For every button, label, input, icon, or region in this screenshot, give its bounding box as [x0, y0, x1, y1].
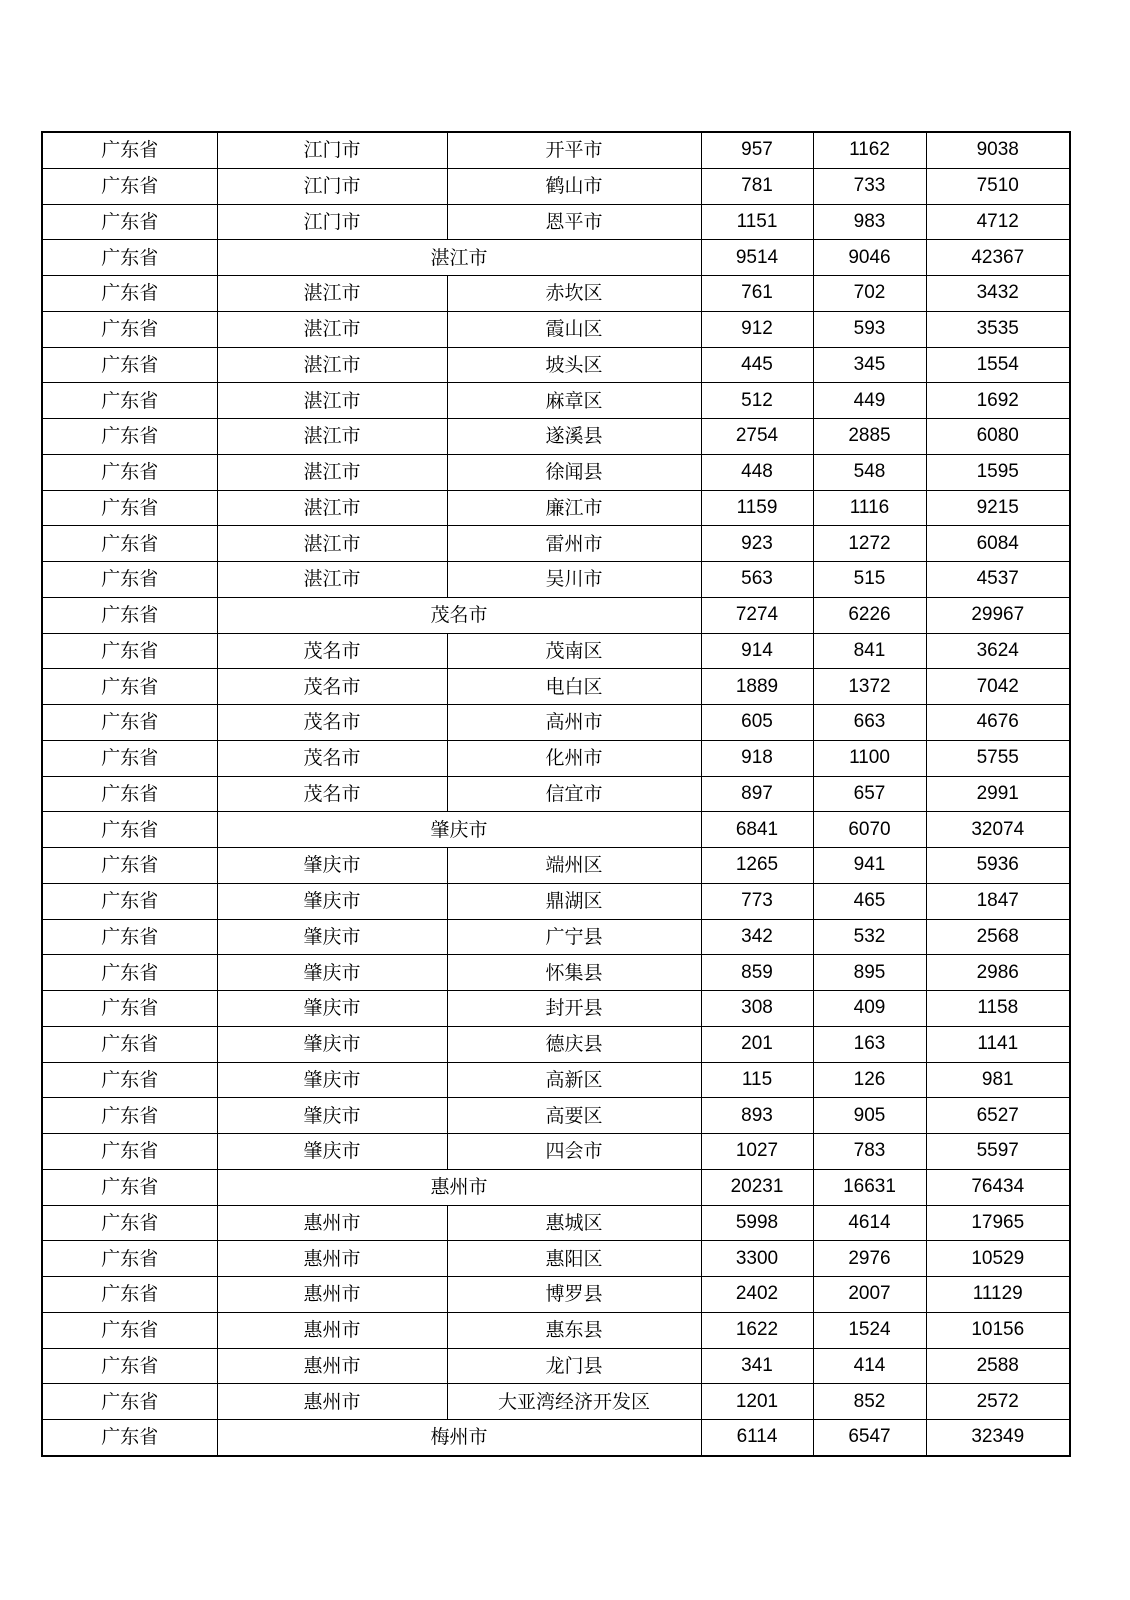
value-2-cell: 6070: [813, 812, 926, 848]
value-1-cell: 897: [701, 776, 813, 812]
table-row: [42, 204, 1070, 240]
value-2-cell: 465: [813, 883, 926, 919]
province-cell: 广东省: [42, 204, 217, 240]
district-cell: 吴川市: [447, 562, 701, 598]
value-2-cell: 2976: [813, 1241, 926, 1277]
province-cell: 广东省: [42, 812, 217, 848]
district-cell: 徐闻县: [447, 454, 701, 490]
value-3-cell: 11129: [926, 1277, 1070, 1313]
province-cell: 广东省: [42, 776, 217, 812]
value-1-cell: 115: [701, 1062, 813, 1098]
value-1-cell: 512: [701, 383, 813, 419]
value-1-cell: 2754: [701, 419, 813, 455]
district-cell: 博罗县: [447, 1277, 701, 1313]
value-1-cell: 563: [701, 562, 813, 598]
province-cell: 广东省: [42, 633, 217, 669]
city-cell: 茂名市: [217, 705, 447, 741]
value-1-cell: 445: [701, 347, 813, 383]
table-row: [42, 347, 1070, 383]
value-2-cell: 9046: [813, 240, 926, 276]
province-cell: 广东省: [42, 1348, 217, 1384]
district-cell: 开平市: [447, 132, 701, 168]
district-cell: 广宁县: [447, 919, 701, 955]
value-2-cell: 905: [813, 1098, 926, 1134]
table-row: [42, 776, 1070, 812]
value-3-cell: 6084: [926, 526, 1070, 562]
value-3-cell: 17965: [926, 1205, 1070, 1241]
value-1-cell: 308: [701, 991, 813, 1027]
value-1-cell: 9514: [701, 240, 813, 276]
value-2-cell: 515: [813, 562, 926, 598]
province-cell: 广东省: [42, 1098, 217, 1134]
city-subtotal-row: [42, 1420, 1070, 1456]
table-row: [42, 1241, 1070, 1277]
value-1-cell: 342: [701, 919, 813, 955]
value-3-cell: 6080: [926, 419, 1070, 455]
table-row: [42, 740, 1070, 776]
value-3-cell: 9038: [926, 132, 1070, 168]
value-3-cell: 2572: [926, 1384, 1070, 1420]
district-cell: 惠东县: [447, 1312, 701, 1348]
province-cell: 广东省: [42, 347, 217, 383]
province-cell: 广东省: [42, 311, 217, 347]
value-2-cell: 16631: [813, 1169, 926, 1205]
table-row: [42, 311, 1070, 347]
value-2-cell: 449: [813, 383, 926, 419]
district-cell: 高新区: [447, 1062, 701, 1098]
city-cell: 江门市: [217, 132, 447, 168]
city-cell: 茂名市: [217, 633, 447, 669]
district-cell: 高要区: [447, 1098, 701, 1134]
value-2-cell: 733: [813, 168, 926, 204]
province-cell: 广东省: [42, 1241, 217, 1277]
value-2-cell: 126: [813, 1062, 926, 1098]
city-subtotal-row: [42, 812, 1070, 848]
province-cell: 广东省: [42, 991, 217, 1027]
value-3-cell: 29967: [926, 597, 1070, 633]
value-2-cell: 2885: [813, 419, 926, 455]
table-row: [42, 669, 1070, 705]
value-3-cell: 3432: [926, 276, 1070, 312]
province-cell: 广东省: [42, 132, 217, 168]
value-3-cell: 5597: [926, 1134, 1070, 1170]
province-cell: 广东省: [42, 1420, 217, 1456]
province-cell: 广东省: [42, 597, 217, 633]
city-cell: 肇庆市: [217, 991, 447, 1027]
value-3-cell: 10529: [926, 1241, 1070, 1277]
value-2-cell: 852: [813, 1384, 926, 1420]
value-2-cell: 163: [813, 1026, 926, 1062]
province-cell: 广东省: [42, 883, 217, 919]
city-cell: 惠州市: [217, 1312, 447, 1348]
value-1-cell: 957: [701, 132, 813, 168]
district-cell: 高州市: [447, 705, 701, 741]
city-cell: 肇庆市: [217, 955, 447, 991]
province-cell: 广东省: [42, 740, 217, 776]
district-cell: 信宜市: [447, 776, 701, 812]
district-cell: 雷州市: [447, 526, 701, 562]
value-2-cell: 663: [813, 705, 926, 741]
city-cell: 江门市: [217, 204, 447, 240]
table-row: [42, 276, 1070, 312]
value-2-cell: 1272: [813, 526, 926, 562]
district-cell: 鹤山市: [447, 168, 701, 204]
table-row: [42, 1384, 1070, 1420]
city-cell: 湛江市: [217, 490, 447, 526]
province-cell: 广东省: [42, 383, 217, 419]
value-1-cell: 893: [701, 1098, 813, 1134]
value-3-cell: 9215: [926, 490, 1070, 526]
value-1-cell: 761: [701, 276, 813, 312]
value-2-cell: 1100: [813, 740, 926, 776]
city-subtotal-row: [42, 240, 1070, 276]
value-2-cell: 4614: [813, 1205, 926, 1241]
city-cell: 惠州市: [217, 1348, 447, 1384]
district-cell: 茂南区: [447, 633, 701, 669]
table-body: [42, 132, 1070, 1456]
city-cell: 肇庆市: [217, 1062, 447, 1098]
district-cell: 麻章区: [447, 383, 701, 419]
value-2-cell: 895: [813, 955, 926, 991]
value-3-cell: 1158: [926, 991, 1070, 1027]
data-table: [41, 131, 1071, 1457]
value-1-cell: 6114: [701, 1420, 813, 1456]
value-1-cell: 6841: [701, 812, 813, 848]
city-cell: 惠州市: [217, 1384, 447, 1420]
value-3-cell: 2588: [926, 1348, 1070, 1384]
district-cell: 四会市: [447, 1134, 701, 1170]
value-3-cell: 981: [926, 1062, 1070, 1098]
value-2-cell: 841: [813, 633, 926, 669]
value-3-cell: 2568: [926, 919, 1070, 955]
value-2-cell: 1116: [813, 490, 926, 526]
province-cell: 广东省: [42, 919, 217, 955]
value-3-cell: 2991: [926, 776, 1070, 812]
city-cell: 湛江市: [217, 276, 447, 312]
table-row: [42, 383, 1070, 419]
city-cell: 湛江市: [217, 347, 447, 383]
province-cell: 广东省: [42, 526, 217, 562]
province-cell: 广东省: [42, 1277, 217, 1313]
value-2-cell: 702: [813, 276, 926, 312]
table-row: [42, 562, 1070, 598]
district-cell: 龙门县: [447, 1348, 701, 1384]
district-cell: 廉江市: [447, 490, 701, 526]
value-3-cell: 32074: [926, 812, 1070, 848]
value-3-cell: 4676: [926, 705, 1070, 741]
city-cell: 肇庆市: [217, 919, 447, 955]
value-2-cell: 1372: [813, 669, 926, 705]
table-row: [42, 168, 1070, 204]
province-cell: 广东省: [42, 1312, 217, 1348]
value-1-cell: 918: [701, 740, 813, 776]
table-row: [42, 1312, 1070, 1348]
city-cell: 茂名市: [217, 776, 447, 812]
table-row: [42, 1062, 1070, 1098]
table-row: [42, 705, 1070, 741]
table-row: [42, 1026, 1070, 1062]
province-cell: 广东省: [42, 419, 217, 455]
value-1-cell: 1622: [701, 1312, 813, 1348]
province-cell: 广东省: [42, 454, 217, 490]
table-row: [42, 848, 1070, 884]
city-cell: 肇庆市: [217, 1134, 447, 1170]
value-3-cell: 3535: [926, 311, 1070, 347]
value-3-cell: 3624: [926, 633, 1070, 669]
value-1-cell: 781: [701, 168, 813, 204]
city-cell: 湛江市: [217, 454, 447, 490]
district-cell: 鼎湖区: [447, 883, 701, 919]
value-1-cell: 448: [701, 454, 813, 490]
district-cell: 化州市: [447, 740, 701, 776]
city-cell: 茂名市: [217, 669, 447, 705]
value-3-cell: 7042: [926, 669, 1070, 705]
province-cell: 广东省: [42, 490, 217, 526]
value-1-cell: 912: [701, 311, 813, 347]
value-1-cell: 5998: [701, 1205, 813, 1241]
province-cell: 广东省: [42, 1205, 217, 1241]
city-cell: 惠州市: [217, 1277, 447, 1313]
province-cell: 广东省: [42, 562, 217, 598]
district-cell: 坡头区: [447, 347, 701, 383]
value-1-cell: 2402: [701, 1277, 813, 1313]
district-cell: 电白区: [447, 669, 701, 705]
table-row: [42, 526, 1070, 562]
value-3-cell: 2986: [926, 955, 1070, 991]
city-cell: 湛江市: [217, 383, 447, 419]
table-row: [42, 1134, 1070, 1170]
province-cell: 广东省: [42, 168, 217, 204]
value-1-cell: 923: [701, 526, 813, 562]
city-cell: 湛江市: [217, 419, 447, 455]
value-2-cell: 593: [813, 311, 926, 347]
value-1-cell: 1265: [701, 848, 813, 884]
district-cell: 惠阳区: [447, 1241, 701, 1277]
value-2-cell: 783: [813, 1134, 926, 1170]
value-2-cell: 6226: [813, 597, 926, 633]
city-cell: 湛江市: [217, 562, 447, 598]
value-3-cell: 1692: [926, 383, 1070, 419]
value-3-cell: 42367: [926, 240, 1070, 276]
table-row: [42, 419, 1070, 455]
table-row: [42, 633, 1070, 669]
province-cell: 广东省: [42, 1169, 217, 1205]
province-cell: 广东省: [42, 669, 217, 705]
value-2-cell: 983: [813, 204, 926, 240]
value-3-cell: 7510: [926, 168, 1070, 204]
value-2-cell: 1524: [813, 1312, 926, 1348]
value-2-cell: 409: [813, 991, 926, 1027]
value-3-cell: 6527: [926, 1098, 1070, 1134]
table-row: [42, 919, 1070, 955]
district-cell: 大亚湾经济开发区: [447, 1384, 701, 1420]
value-1-cell: 1151: [701, 204, 813, 240]
value-1-cell: 20231: [701, 1169, 813, 1205]
table-row: [42, 1205, 1070, 1241]
table-row: [42, 1348, 1070, 1384]
district-cell: 德庆县: [447, 1026, 701, 1062]
district-cell: 霞山区: [447, 311, 701, 347]
province-cell: 广东省: [42, 848, 217, 884]
table-row: [42, 1098, 1070, 1134]
value-3-cell: 4712: [926, 204, 1070, 240]
value-1-cell: 773: [701, 883, 813, 919]
province-cell: 广东省: [42, 955, 217, 991]
district-cell: 惠城区: [447, 1205, 701, 1241]
value-1-cell: 859: [701, 955, 813, 991]
province-cell: 广东省: [42, 1026, 217, 1062]
value-3-cell: 1141: [926, 1026, 1070, 1062]
value-3-cell: 5936: [926, 848, 1070, 884]
value-1-cell: 914: [701, 633, 813, 669]
value-1-cell: 3300: [701, 1241, 813, 1277]
district-cell: 封开县: [447, 991, 701, 1027]
value-1-cell: 341: [701, 1348, 813, 1384]
value-1-cell: 201: [701, 1026, 813, 1062]
city-total-cell: 湛江市: [217, 240, 701, 276]
city-cell: 茂名市: [217, 740, 447, 776]
value-1-cell: 1889: [701, 669, 813, 705]
value-1-cell: 605: [701, 705, 813, 741]
value-3-cell: 1554: [926, 347, 1070, 383]
table-row: [42, 883, 1070, 919]
city-subtotal-row: [42, 1169, 1070, 1205]
value-2-cell: 548: [813, 454, 926, 490]
value-3-cell: 1595: [926, 454, 1070, 490]
value-1-cell: 1159: [701, 490, 813, 526]
city-total-cell: 肇庆市: [217, 812, 701, 848]
value-2-cell: 414: [813, 1348, 926, 1384]
city-cell: 惠州市: [217, 1241, 447, 1277]
district-cell: 恩平市: [447, 204, 701, 240]
province-cell: 广东省: [42, 1134, 217, 1170]
table-row: [42, 955, 1070, 991]
value-3-cell: 1847: [926, 883, 1070, 919]
province-cell: 广东省: [42, 1384, 217, 1420]
value-1-cell: 1027: [701, 1134, 813, 1170]
province-cell: 广东省: [42, 276, 217, 312]
table-row: [42, 454, 1070, 490]
table-row: [42, 490, 1070, 526]
value-1-cell: 1201: [701, 1384, 813, 1420]
value-2-cell: 657: [813, 776, 926, 812]
district-cell: 赤坎区: [447, 276, 701, 312]
value-3-cell: 10156: [926, 1312, 1070, 1348]
table-row: [42, 991, 1070, 1027]
table-row: [42, 1277, 1070, 1313]
value-3-cell: 4537: [926, 562, 1070, 598]
city-total-cell: 惠州市: [217, 1169, 701, 1205]
city-total-cell: 茂名市: [217, 597, 701, 633]
city-cell: 肇庆市: [217, 1026, 447, 1062]
city-cell: 江门市: [217, 168, 447, 204]
value-1-cell: 7274: [701, 597, 813, 633]
value-2-cell: 532: [813, 919, 926, 955]
value-2-cell: 1162: [813, 132, 926, 168]
city-subtotal-row: [42, 597, 1070, 633]
value-3-cell: 32349: [926, 1420, 1070, 1456]
value-2-cell: 2007: [813, 1277, 926, 1313]
province-cell: 广东省: [42, 705, 217, 741]
city-cell: 肇庆市: [217, 883, 447, 919]
table-row: [42, 132, 1070, 168]
city-cell: 湛江市: [217, 526, 447, 562]
value-3-cell: 76434: [926, 1169, 1070, 1205]
city-cell: 肇庆市: [217, 848, 447, 884]
city-total-cell: 梅州市: [217, 1420, 701, 1456]
city-cell: 惠州市: [217, 1205, 447, 1241]
province-cell: 广东省: [42, 1062, 217, 1098]
province-cell: 广东省: [42, 240, 217, 276]
city-cell: 湛江市: [217, 311, 447, 347]
district-cell: 怀集县: [447, 955, 701, 991]
value-3-cell: 5755: [926, 740, 1070, 776]
value-2-cell: 6547: [813, 1420, 926, 1456]
district-cell: 端州区: [447, 848, 701, 884]
city-cell: 肇庆市: [217, 1098, 447, 1134]
district-cell: 遂溪县: [447, 419, 701, 455]
value-2-cell: 941: [813, 848, 926, 884]
value-2-cell: 345: [813, 347, 926, 383]
